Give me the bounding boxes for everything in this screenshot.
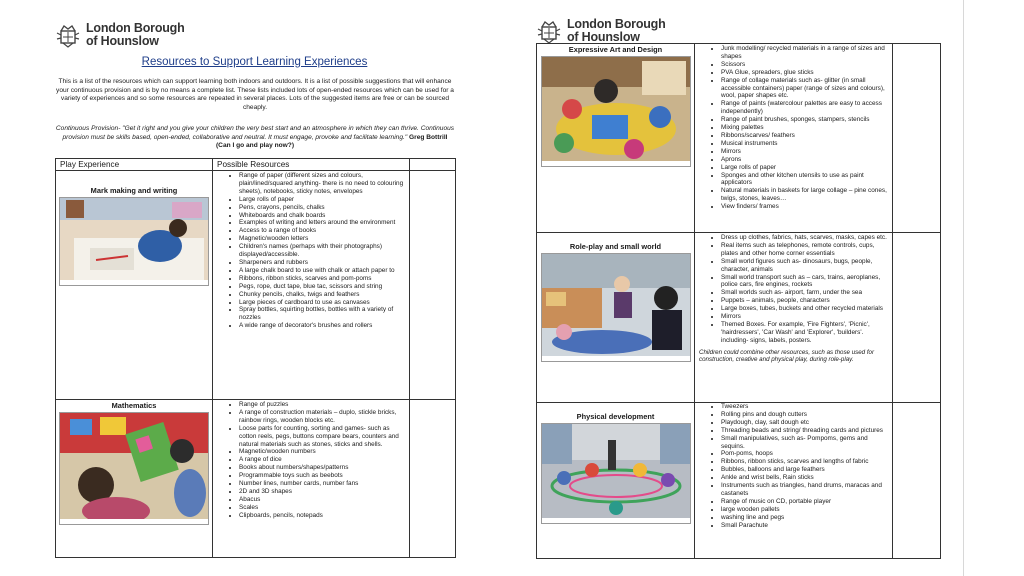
crest-icon: [536, 18, 562, 44]
list-item: • Programmable toys such as beebots: [239, 472, 407, 480]
council-logo: [55, 22, 185, 48]
list-item: • A wide range of decorator's brushes and rollers: [239, 322, 407, 330]
list-item: • Large rolls of paper: [721, 164, 890, 172]
list-item: • Examples of writing and letters around the environment: [239, 219, 407, 227]
list-item: • Puppets – animals, people, characters: [721, 297, 890, 305]
list-item: • A range of dice: [239, 456, 407, 464]
list-item: • Chunky pencils, chalks, twigs and feathers: [239, 291, 407, 299]
list-item: • Pegs, rope, duct tape, blue tac, scissors and string: [239, 283, 407, 291]
list-item: • Abacus: [239, 496, 407, 504]
viewer-edge-line: [963, 0, 964, 576]
list-item: • Instruments such as triangles, hand drums, maracas and castanets: [721, 482, 890, 498]
list-item: • Small manipulatives, such as- Pompoms, gems and sequins.: [721, 435, 890, 451]
photo-art-group: [541, 56, 691, 167]
section-title: Expressive Art and Design: [568, 45, 663, 54]
list-item: • Scales: [239, 504, 407, 512]
list-item: • Books about numbers/shapes/patterns: [239, 464, 407, 472]
table-row-role-play: [537, 233, 941, 403]
list-item: • PVA Glue, spreaders, glue sticks: [721, 69, 890, 77]
council-logo: [536, 18, 666, 44]
list-item: • Small world figures such as- dinosaurs, bugs, people, character, animals: [721, 258, 890, 274]
table-row-physical-development: [537, 403, 941, 559]
resource-list: [695, 44, 892, 211]
list-item: • Mirrors: [721, 148, 890, 156]
list-item: • Dress up clothes, fabrics, hats, scarves, masks, capes etc.: [721, 234, 890, 242]
list-item: • Bubbles, balloons and large feathers: [721, 466, 890, 474]
resource-list: [213, 400, 409, 520]
list-item: • washing line and pegs: [721, 514, 890, 522]
list-item: • Magnetic/wooden numbers: [239, 448, 407, 456]
table-row-mathematics: [56, 400, 456, 558]
list-item: • Mixing palettes: [721, 124, 890, 132]
list-item: • Musical instruments: [721, 140, 890, 148]
logo-line-1: London Borough: [567, 17, 666, 31]
document-page-right: [532, 10, 944, 566]
photo-child-drawing: [59, 197, 209, 286]
resources-table-right: [536, 43, 941, 559]
photo-role-play: [541, 253, 691, 362]
table-row-expressive-art: [537, 44, 941, 233]
list-item: • Magnetic/wooden letters: [239, 235, 407, 243]
continuous-provision-quote: [55, 125, 455, 151]
list-item: • Real items such as telephones, remote controls, cups, plates and other home corner essentials: [721, 242, 890, 258]
role-play-note: Children could combine other resources, such as those used for construction, creative and physical play, during role-play.: [699, 348, 875, 364]
list-item: • Pom-poms, hoops: [721, 450, 890, 458]
list-item: • Range of paint brushes, sponges, stampers, stencils: [721, 116, 890, 124]
list-item: • Ribbons, ribbon sticks, scarves and lengths of fabric: [721, 458, 890, 466]
list-item: • large wooden pallets: [721, 506, 890, 514]
list-item: • 2D and 3D shapes: [239, 488, 407, 496]
header-play-experience: Play Experience: [56, 159, 213, 171]
list-item: • Tweezers: [721, 403, 890, 411]
document-page-left: [47, 10, 462, 566]
list-item: • Junk modelling/ recycled materials in a range of sizes and shapes: [721, 45, 890, 61]
list-item: • Access to a range of books: [239, 227, 407, 235]
list-item: • Ankle and wrist bells, Rain sticks: [721, 474, 890, 482]
header-possible-resources: Possible Resources: [213, 159, 410, 171]
resource-list: [695, 403, 892, 530]
logo-line-2: of Hounslow: [567, 30, 640, 44]
header-empty: [410, 159, 456, 171]
list-item: • Small Parachute: [721, 522, 890, 530]
list-item: • Range of puzzles: [239, 401, 407, 409]
list-item: • Rolling pins and dough cutters: [721, 411, 890, 419]
section-title: Mathematics: [111, 401, 157, 410]
list-item: • A large chalk board to use with chalk or attach paper to: [239, 267, 407, 275]
list-item: • Whiteboards and chalk boards: [239, 212, 407, 220]
resources-table-left: [55, 158, 456, 558]
logo-line-2: of Hounslow: [86, 34, 159, 48]
resource-list: [213, 171, 409, 330]
resource-list: [695, 233, 892, 345]
list-item: • Large boxes, tubes, buckets and other recycled materials: [721, 305, 890, 313]
list-item: • Spray bottles, squirting bottles, bottles with a variety of nozzles: [239, 306, 407, 322]
list-item: • Range of music on CD, portable player: [721, 498, 890, 506]
section-title: Mark making and writing: [90, 186, 178, 195]
list-item: • Threading beads and string/ threading cards and pictures: [721, 427, 890, 435]
list-item: • Loose parts for counting, sorting and games- such as cotton reels, pegs, buttons compare bears, counters and natural materials such as stones, sticks and shells.: [239, 425, 407, 449]
list-item: • Ribbons/scarves/ feathers: [721, 132, 890, 140]
crest-icon: [55, 22, 81, 48]
logo-line-1: London Borough: [86, 21, 185, 35]
list-item: • Scissors: [721, 61, 890, 69]
quote-author: Greg Bottrill (Can I go and play now?): [215, 133, 448, 150]
list-item: • Children's names (perhaps with their photographs) displayed/accessible.: [239, 243, 407, 259]
list-item: • Number lines, number cards, number fans: [239, 480, 407, 488]
list-item: • Small world transport such as – cars, trains, aeroplanes, police cars, fire engines, rockets: [721, 274, 890, 290]
list-item: • Themed Boxes. For example, 'Fire Fighters', 'Picnic', 'hairdressers', 'Car Wash' and 'Explorer', 'builders'. including- signs, labels, posters.: [721, 321, 890, 345]
table-row-mark-making: [56, 171, 456, 400]
list-item: • Sharpeners and rubbers: [239, 259, 407, 267]
table-header-row: [56, 159, 456, 171]
list-item: • A range of construction materials – duplo, stickle bricks, rainbow rings, wooden blocks etc.: [239, 409, 407, 425]
intro-paragraph: This is a list of the resources which can support learning both indoors and outdoors. It is a list of possible suggestions that will enhance your continuous provision and is by no means a complete list. These lists included lots of open-ended resources which can be used for a variety of experiences and so some resources are repeated in several places. Lots of the suggested items are free or can be sourced cheaply.: [56, 78, 454, 111]
list-item: • Natural materials in baskets for large collage – pine cones, twigs, stones, leaves…: [721, 187, 890, 203]
photo-maths-play: [59, 412, 209, 525]
section-title: Physical development: [576, 412, 655, 421]
document-title: Resources to Support Learning Experiences: [141, 56, 368, 68]
list-item: • Large pieces of cardboard to use as canvases: [239, 299, 407, 307]
list-item: • Sponges and other kitchen utensils to use as paint applicators: [721, 172, 890, 188]
list-item: • Small worlds such as- airport, farm, under the sea: [721, 289, 890, 297]
list-item: • Clipboards, pencils, notepads: [239, 512, 407, 520]
list-item: • Ribbons, ribbon sticks, scarves and pom-poms: [239, 275, 407, 283]
list-item: • Aprons: [721, 156, 890, 164]
list-item: • Range of paper (different sizes and colours, plain/lined/squared anything- there is no need to colouring sheets), notebooks, sticky notes, envelopes: [239, 172, 407, 196]
list-item: • Range of collage materials such as- glitter (in small accessible containers) paper (range of sizes and colours), wool, paper shapes etc.: [721, 77, 890, 101]
photo-parachute-play: [541, 423, 691, 524]
list-item: • Mirrors: [721, 313, 890, 321]
list-item: • Large rolls of paper: [239, 196, 407, 204]
section-title: Role-play and small world: [569, 242, 662, 251]
list-item: • View finders/ frames: [721, 203, 890, 211]
list-item: • Pens, crayons, pencils, chalks: [239, 204, 407, 212]
quote-text: Continuous Provision- "Get it right and you give your children the very best start and an atmosphere in which they can thrive. Continuous provision must be skills based, open-ended, collaborative and neutral. It must engage, provoke and facilitate learning.": [55, 125, 455, 141]
list-item: • Playdough, clay, salt dough etc: [721, 419, 890, 427]
list-item: • Range of paints (watercolour palettes are easy to access independently): [721, 100, 890, 116]
